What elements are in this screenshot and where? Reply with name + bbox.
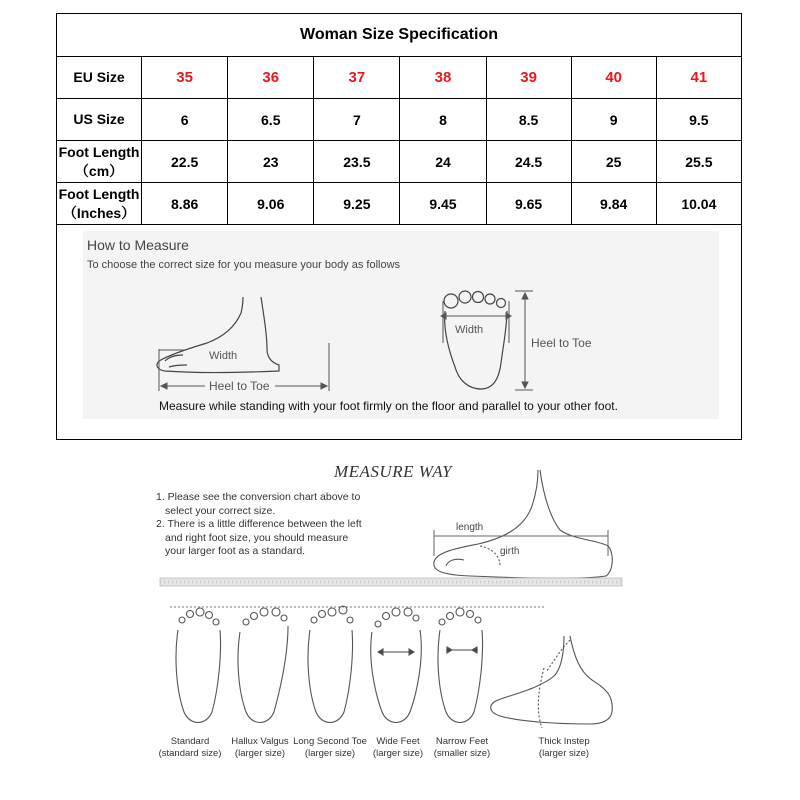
- table-row-us-size: [57, 99, 742, 141]
- foot-type-name: Wide Feet: [376, 736, 420, 747]
- note-line: your larger foot as a standard.: [165, 545, 306, 557]
- cell: 7: [314, 99, 400, 141]
- note-line: select your correct size.: [165, 504, 276, 517]
- foot-type-name: Long Second Toe: [293, 736, 367, 747]
- table-row-foot-length-cm: [57, 141, 742, 183]
- how-to-measure-caption: Measure while standing with your foot firmly on the floor and parallel to your other foot.: [159, 399, 618, 413]
- side-width-label: Width: [209, 350, 238, 362]
- foot-type-size: (standard size): [158, 748, 222, 759]
- cell: 38: [400, 57, 486, 99]
- how-to-measure-subtitle: To choose the correct size for you measure your body as follows: [87, 259, 401, 271]
- cell: 8.5: [486, 99, 571, 141]
- foot-type-thick-instep: [524, 736, 604, 760]
- foot-measure-diagram: [83, 231, 719, 419]
- foot-type-size: (larger size): [304, 748, 356, 759]
- foot-type-name: Narrow Feet: [435, 736, 489, 747]
- foot-standard-icon: [176, 608, 221, 723]
- cell: 22.5: [142, 141, 228, 183]
- note-line: and right foot size, you should measure: [165, 531, 349, 544]
- foot-type-name: Hallux Valgus: [231, 736, 289, 747]
- top-width-label: Width: [455, 324, 484, 336]
- table-title: Woman Size Specification: [57, 14, 742, 57]
- foot-type-narrow-feet: [422, 736, 502, 760]
- row-label-line1: Foot Length: [58, 185, 140, 202]
- cell: 41: [656, 57, 741, 99]
- row-label: EU Size: [57, 57, 142, 99]
- cell: 6.5: [228, 99, 314, 141]
- note-line: 2. There is a little difference between the left: [156, 518, 362, 530]
- cell: 9.65: [486, 183, 571, 225]
- cell: 8: [400, 99, 486, 141]
- cell: 24.5: [486, 141, 571, 183]
- cell: 9.84: [571, 183, 656, 225]
- foot-type-size: (larger size): [538, 748, 590, 759]
- how-to-measure-panel: [56, 225, 742, 440]
- how-to-measure-illustration: [83, 231, 719, 419]
- side-length-label: Heel to Toe: [209, 379, 270, 393]
- measure-way-notes: [156, 491, 386, 559]
- cell: 9: [571, 99, 656, 141]
- cell: 25.5: [656, 141, 741, 183]
- foot-type-name: Thick Instep: [538, 736, 590, 747]
- row-label: [57, 141, 142, 183]
- foot-hallux-valgus-icon: [238, 608, 288, 723]
- row-label-line2: （Inches）: [62, 204, 136, 221]
- row-label: US Size: [57, 99, 142, 141]
- cell: 39: [486, 57, 571, 99]
- cell: 8.86: [142, 183, 228, 225]
- foot-type-name: Standard: [170, 736, 210, 747]
- row-label: [57, 183, 142, 225]
- cell: 6: [142, 99, 228, 141]
- cell: 36: [228, 57, 314, 99]
- foot-type-size: (larger size): [372, 748, 424, 759]
- length-arrow: [434, 530, 608, 556]
- cell: 35: [142, 57, 228, 99]
- top-foot-icon: [444, 291, 507, 389]
- measure-way-title: MEASURE WAY: [334, 462, 453, 481]
- foot-long-second-toe-icon: [308, 606, 353, 723]
- measure-way-side-foot-icon: [434, 470, 612, 578]
- size-table: [56, 13, 742, 225]
- foot-type-standard: [150, 736, 230, 760]
- top-length-label: Heel to Toe: [531, 336, 592, 350]
- how-to-measure-title: How to Measure: [87, 237, 189, 253]
- cell: 23: [228, 141, 314, 183]
- table-row-eu-size: [57, 57, 742, 99]
- note-line: 1. Please see the conversion chart above to: [156, 491, 361, 503]
- cell: 37: [314, 57, 400, 99]
- cell: 40: [571, 57, 656, 99]
- cell: 24: [400, 141, 486, 183]
- cell: 9.5: [656, 99, 741, 141]
- cell: 10.04: [656, 183, 741, 225]
- cell: 23.5: [314, 141, 400, 183]
- foot-type-hallux-valgus: [220, 736, 300, 760]
- foot-type-size: (larger size): [234, 748, 286, 759]
- table-row-foot-length-inches: [57, 183, 742, 225]
- foot-thick-instep-icon: [491, 636, 613, 728]
- cell: 25: [571, 141, 656, 183]
- foot-type-size: (smaller size): [433, 748, 491, 759]
- girth-label: girth: [500, 546, 520, 557]
- length-label: length: [456, 522, 484, 533]
- ruler-icon: [160, 578, 622, 586]
- foot-narrow-feet-icon: [438, 608, 483, 723]
- row-label-line1: Foot Length: [58, 143, 140, 160]
- row-label-line2: （cm）: [74, 162, 124, 179]
- foot-wide-feet-icon: [371, 608, 422, 723]
- cell: 9.25: [314, 183, 400, 225]
- cell: 9.45: [400, 183, 486, 225]
- cell: 9.06: [228, 183, 314, 225]
